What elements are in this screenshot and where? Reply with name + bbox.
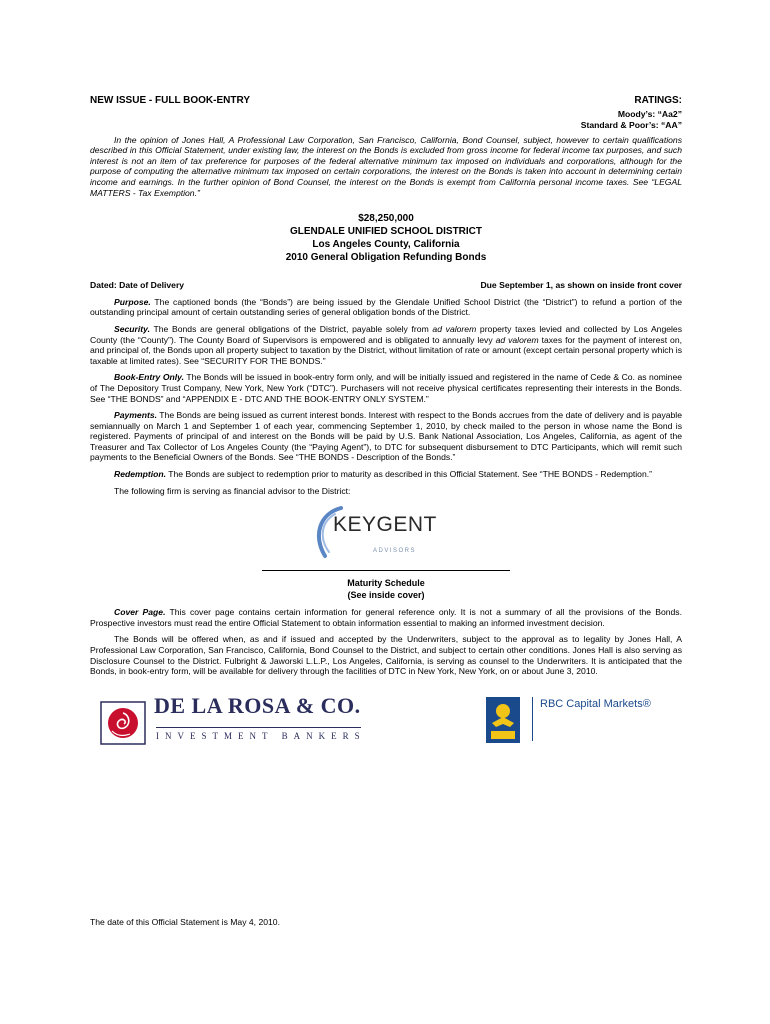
rbc-divider bbox=[532, 697, 533, 741]
security-lead: Security. bbox=[114, 323, 150, 334]
due-date: Due September 1, as shown on inside front cover bbox=[480, 280, 682, 291]
cover-text: This cover page contains certain information for general reference only. It is not a summary of all the provisions of the Bonds. Prospective investors must read the entire Official Statement to obtain information essential to making an informed investment decision. bbox=[90, 607, 682, 628]
underwriter-logos bbox=[90, 692, 682, 757]
security-paragraph bbox=[90, 324, 682, 366]
redemption-paragraph bbox=[90, 469, 682, 480]
ratings-heading: RATINGS: bbox=[634, 95, 682, 106]
title-block bbox=[90, 212, 682, 264]
payments-text: The Bonds are being issued as current interest bonds. Interest with respect to the Bonds accrues from the date of delivery and is payable semiannually on March 1 and September 1 of each year, commencing September 1, 2010, by check mailed to the person in whose name the Bond is registered. Payments of principal of and interest on the Bonds will be paid by U.S. Bank National Association, Los Angeles, California, as agent of the Treasurer and Tax Collector of Los Angeles County (the “Paying Agent”), to DTC for subsequent disbursement to DTC Participants, which will remit such payments to the Beneficial Owners of the Bonds. See “THE BONDS - Description of the Bonds.” bbox=[90, 410, 682, 463]
keygent-wordmark: KEYGENT bbox=[333, 513, 437, 537]
redemption-lead: Redemption. bbox=[114, 469, 167, 480]
maturity-title: Maturity Schedule bbox=[347, 578, 425, 589]
financial-advisor-line: The following firm is serving as financial advisor to the District: bbox=[114, 485, 351, 496]
bond-series: 2010 General Obligation Refunding Bonds bbox=[285, 252, 487, 264]
ratings-block bbox=[90, 109, 682, 131]
offering-paragraph: The Bonds will be offered when, as and if issued and accepted by the Underwriters, subject to the approval as to legality by Jones Hall, A Professional Law Corporation, San Francisco, California, Bond Counsel to the District, and subject to certain other conditions. Jones Hall is also serving as Disclosure Counsel to the District. Fulbright & Jaworski L.L.P., Los Angeles, California, is serving as counsel to the Underwriters. It is anticipated that the Bonds, in book-entry form, will be available for delivery through the facilities of DTC in New York, New York, on or about June 3, 2010. bbox=[90, 634, 682, 677]
issue-type: NEW ISSUE - FULL BOOK-ENTRY bbox=[90, 95, 250, 106]
security-text-3: taxes for the payment of interest on, and principal of, the Bonds upon all property subject to taxation by the District, without limitation of rate or amount (except certain personal property which is taxable at limited rates). See “SECURITY FOR THE BONDS.” bbox=[90, 334, 682, 366]
tax-opinion: In the opinion of Jones Hall, A Professional Law Corporation, San Francisco, California, Bond Counsel, subject, however to certain qualifications described in this Official Statement, under existing law, the interest on the Bonds is excluded from gross income for federal income tax purposes, and such interest is not an item of tax preference for purposes of the federal alternative minimum tax imposed on individuals and corporations, although for the purpose of computing the alternative minimum tax imposed on certain corporations, the interest on the Bonds is taken into account in determining certain income and earnings. In the further opinion of Bond Counsel, the interest on the Bonds is exempt from California personal income taxes. See “LEGAL MATTERS - Tax Exemption.” bbox=[90, 134, 682, 198]
issuer-name: GLENDALE UNIFIED SCHOOL DISTRICT bbox=[289, 226, 483, 238]
de-la-rosa-name: DE LA ROSA & CO. bbox=[154, 692, 361, 718]
header-row bbox=[90, 96, 682, 107]
cover-lead: Cover Page. bbox=[114, 607, 166, 618]
book-entry-lead: Book-Entry Only. bbox=[114, 372, 184, 383]
rbc-shield-icon bbox=[486, 697, 520, 743]
security-italic-1: ad valorem bbox=[432, 323, 477, 334]
sp-rating: Standard & Poor’s: “AA” bbox=[580, 119, 682, 130]
security-italic-2: ad valorem bbox=[495, 334, 539, 345]
maturity-sub: (See inside cover) bbox=[347, 590, 425, 601]
rbc-name: RBC Capital Markets® bbox=[540, 697, 651, 710]
official-statement-cover bbox=[90, 96, 682, 757]
county-name: Los Angeles County, California bbox=[312, 239, 460, 251]
security-text-1: The Bonds are general obligations of the District, payable solely from bbox=[149, 323, 433, 334]
book-entry-text: The Bonds will be issued in book-entry form only, and will be initially issued and registered in the name of Cede & Co. as nominee of The Depository Trust Company, New York, New York (“DTC”). Purchasers will not receive physical certificates representing their interests in the Bonds. See “THE BONDS” and “APPENDIX E - DTC AND THE BOOK-ENTRY ONLY SYSTEM.” bbox=[90, 372, 683, 404]
dated-row bbox=[90, 280, 682, 291]
maturity-block bbox=[90, 577, 682, 601]
bond-amount: $28,250,000 bbox=[358, 213, 414, 225]
rbc-logo bbox=[486, 697, 686, 753]
rose-emblem-icon bbox=[100, 701, 146, 745]
security-text-2: property taxes levied and collected by Los Angeles County (the “County”). The County Board of Supervisors is empowered and is obligated to annually levy bbox=[90, 323, 682, 345]
payments-lead: Payments. bbox=[114, 410, 157, 421]
keygent-logo bbox=[311, 506, 461, 564]
purpose-paragraph bbox=[90, 297, 682, 318]
book-entry-paragraph bbox=[90, 372, 682, 404]
de-la-rosa-rule bbox=[156, 727, 361, 728]
keygent-advisors: ADVISORS bbox=[373, 548, 417, 555]
purpose-lead: Purpose. bbox=[114, 296, 151, 307]
cover-page-paragraph bbox=[90, 607, 682, 628]
redemption-text: The Bonds are subject to redemption prior to maturity as described in this Official Statement. See “THE BONDS - Redemption.” bbox=[166, 469, 652, 480]
moodys-rating: Moody’s: “Aa2” bbox=[617, 108, 682, 119]
dated-date: Dated: Date of Delivery bbox=[90, 280, 185, 291]
payments-paragraph bbox=[90, 410, 682, 463]
maturity-rule bbox=[262, 570, 510, 571]
de-la-rosa-sub: INVESTMENT BANKERS bbox=[156, 730, 366, 741]
statement-date: The date of this Official Statement is May 4, 2010. bbox=[90, 917, 280, 927]
purpose-text: The captioned bonds (the “Bonds”) are being issued by the Glendale Unified School District (the “District”) to refund a portion of the outstanding principal amount of certain outstanding series of general obligation bonds of the District. bbox=[90, 296, 682, 318]
de-la-rosa-logo bbox=[100, 692, 380, 753]
